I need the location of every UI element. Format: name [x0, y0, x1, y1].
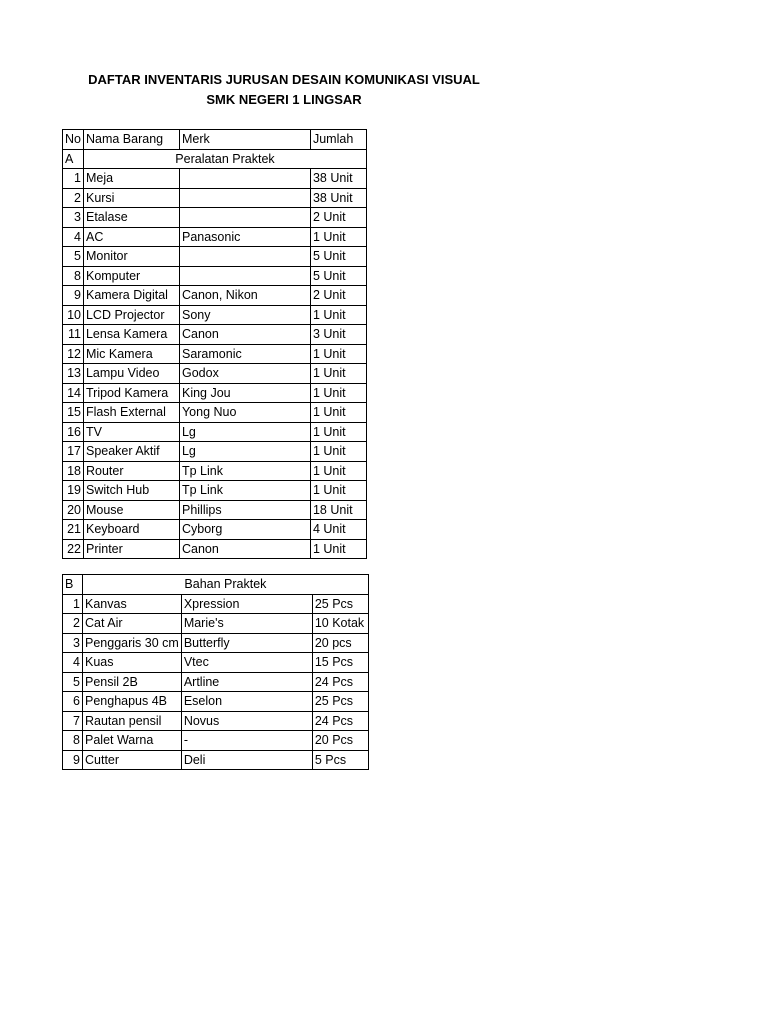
cell-no: 14: [63, 383, 84, 403]
cell-merk: Deli: [181, 750, 312, 770]
table-row: [63, 305, 367, 325]
inventory-table-peralatan-body: [63, 130, 367, 559]
table-row: [63, 383, 367, 403]
inventory-table-bahan-body: [63, 575, 369, 770]
header-merk: Merk: [179, 130, 310, 150]
table-row: [63, 227, 367, 247]
section-code: B: [63, 575, 83, 595]
cell-nama-barang: Router: [83, 461, 179, 481]
cell-jumlah: 15 Pcs: [312, 653, 368, 673]
cell-no: 7: [63, 711, 83, 731]
cell-no: 6: [63, 692, 83, 712]
cell-jumlah: 24 Pcs: [312, 711, 368, 731]
cell-jumlah: 1 Unit: [310, 383, 366, 403]
cell-jumlah: 1 Unit: [310, 442, 366, 462]
cell-jumlah: 2 Unit: [310, 286, 366, 306]
cell-jumlah: 1 Unit: [310, 305, 366, 325]
table-row: [63, 692, 369, 712]
section-row-b: [63, 575, 369, 595]
cell-merk: Cyborg: [179, 520, 310, 540]
section-title: Bahan Praktek: [83, 575, 369, 595]
cell-merk: Phillips: [179, 500, 310, 520]
cell-nama-barang: Palet Warna: [83, 731, 182, 751]
section-title: Peralatan Praktek: [83, 149, 366, 169]
inventory-table-peralatan: [62, 129, 367, 559]
cell-no: 11: [63, 325, 84, 345]
cell-jumlah: 1 Unit: [310, 461, 366, 481]
cell-jumlah: 4 Unit: [310, 520, 366, 540]
cell-nama-barang: Monitor: [83, 247, 179, 267]
cell-nama-barang: Speaker Aktif: [83, 442, 179, 462]
cell-jumlah: 2 Unit: [310, 208, 366, 228]
cell-merk: Butterfly: [181, 633, 312, 653]
cell-no: 3: [63, 208, 84, 228]
cell-no: 19: [63, 481, 84, 501]
cell-merk: Xpression: [181, 594, 312, 614]
cell-nama-barang: Kursi: [83, 188, 179, 208]
cell-jumlah: 5 Pcs: [312, 750, 368, 770]
document-subtitle: SMK NEGERI 1 LINGSAR: [206, 92, 362, 107]
cell-no: 5: [63, 672, 83, 692]
cell-nama-barang: Rautan pensil: [83, 711, 182, 731]
cell-no: 10: [63, 305, 84, 325]
table-row: [63, 325, 367, 345]
cell-nama-barang: Tripod Kamera: [83, 383, 179, 403]
cell-no: 1: [63, 169, 84, 189]
table-row: [63, 403, 367, 423]
table-row: [63, 461, 367, 481]
cell-no: 9: [63, 750, 83, 770]
cell-merk: Novus: [181, 711, 312, 731]
cell-jumlah: 5 Unit: [310, 266, 366, 286]
cell-merk: [179, 188, 310, 208]
cell-merk: Tp Link: [179, 481, 310, 501]
cell-merk: [179, 169, 310, 189]
table-row: [63, 442, 367, 462]
cell-nama-barang: Keyboard: [83, 520, 179, 540]
cell-no: 5: [63, 247, 84, 267]
header-nama-barang: Nama Barang: [83, 130, 179, 150]
cell-nama-barang: Meja: [83, 169, 179, 189]
cell-no: 16: [63, 422, 84, 442]
cell-merk: Vtec: [181, 653, 312, 673]
cell-jumlah: 38 Unit: [310, 188, 366, 208]
cell-nama-barang: Penghapus 4B: [83, 692, 182, 712]
cell-no: 22: [63, 539, 84, 559]
cell-no: 4: [63, 653, 83, 673]
cell-jumlah: 20 pcs: [312, 633, 368, 653]
cell-no: 18: [63, 461, 84, 481]
cell-no: 15: [63, 403, 84, 423]
cell-merk: Canon, Nikon: [179, 286, 310, 306]
cell-nama-barang: Flash External: [83, 403, 179, 423]
cell-nama-barang: Kuas: [83, 653, 182, 673]
cell-jumlah: 3 Unit: [310, 325, 366, 345]
cell-no: 2: [63, 188, 84, 208]
cell-nama-barang: Kanvas: [83, 594, 182, 614]
cell-no: 3: [63, 633, 83, 653]
cell-merk: Tp Link: [179, 461, 310, 481]
cell-merk: Lg: [179, 442, 310, 462]
cell-nama-barang: Cat Air: [83, 614, 182, 634]
cell-merk: King Jou: [179, 383, 310, 403]
table-row: [63, 520, 367, 540]
cell-merk: Canon: [179, 539, 310, 559]
cell-merk: Marie's: [181, 614, 312, 634]
table-header-row: [63, 130, 367, 150]
table-row: [63, 594, 369, 614]
cell-merk: Godox: [179, 364, 310, 384]
table-row: [63, 266, 367, 286]
cell-no: 9: [63, 286, 84, 306]
table-row: [63, 422, 367, 442]
cell-jumlah: 1 Unit: [310, 481, 366, 501]
cell-merk: Eselon: [181, 692, 312, 712]
cell-nama-barang: Mic Kamera: [83, 344, 179, 364]
table-row: [63, 750, 369, 770]
cell-nama-barang: Lampu Video: [83, 364, 179, 384]
document-title: DAFTAR INVENTARIS JURUSAN DESAIN KOMUNIKASI VISUAL: [88, 72, 480, 87]
cell-no: 20: [63, 500, 84, 520]
cell-no: 21: [63, 520, 84, 540]
table-row: [63, 286, 367, 306]
table-row: [63, 614, 369, 634]
cell-merk: Panasonic: [179, 227, 310, 247]
cell-jumlah: 5 Unit: [310, 247, 366, 267]
cell-jumlah: 18 Unit: [310, 500, 366, 520]
header-jumlah: Jumlah: [310, 130, 366, 150]
cell-merk: [179, 208, 310, 228]
cell-merk: [179, 266, 310, 286]
cell-jumlah: 1 Unit: [310, 403, 366, 423]
cell-nama-barang: Cutter: [83, 750, 182, 770]
cell-jumlah: 25 Pcs: [312, 594, 368, 614]
table-row: [63, 500, 367, 520]
cell-nama-barang: Etalase: [83, 208, 179, 228]
cell-nama-barang: AC: [83, 227, 179, 247]
cell-jumlah: 1 Unit: [310, 227, 366, 247]
table-row: [63, 711, 369, 731]
cell-no: 1: [63, 594, 83, 614]
cell-merk: Sony: [179, 305, 310, 325]
cell-nama-barang: Mouse: [83, 500, 179, 520]
cell-nama-barang: Printer: [83, 539, 179, 559]
cell-no: 2: [63, 614, 83, 634]
cell-no: 8: [63, 266, 84, 286]
cell-merk: -: [181, 731, 312, 751]
table-row: [63, 169, 367, 189]
cell-jumlah: 24 Pcs: [312, 672, 368, 692]
cell-nama-barang: TV: [83, 422, 179, 442]
cell-nama-barang: Lensa Kamera: [83, 325, 179, 345]
cell-nama-barang: LCD Projector: [83, 305, 179, 325]
cell-jumlah: 1 Unit: [310, 539, 366, 559]
cell-no: 17: [63, 442, 84, 462]
cell-nama-barang: Komputer: [83, 266, 179, 286]
cell-merk: Yong Nuo: [179, 403, 310, 423]
cell-no: 12: [63, 344, 84, 364]
cell-merk: Lg: [179, 422, 310, 442]
table-row: [63, 247, 367, 267]
table-row: [63, 344, 367, 364]
cell-jumlah: 1 Unit: [310, 344, 366, 364]
cell-jumlah: 20 Pcs: [312, 731, 368, 751]
cell-jumlah: 1 Unit: [310, 364, 366, 384]
cell-merk: Saramonic: [179, 344, 310, 364]
table-row: [63, 539, 367, 559]
cell-no: 8: [63, 731, 83, 751]
cell-jumlah: 1 Unit: [310, 422, 366, 442]
inventory-table-bahan: [62, 574, 369, 770]
table-row: [63, 731, 369, 751]
header-no: No: [63, 130, 84, 150]
table-row: [63, 633, 369, 653]
cell-jumlah: 10 Kotak: [312, 614, 368, 634]
cell-no: 4: [63, 227, 84, 247]
cell-jumlah: 25 Pcs: [312, 692, 368, 712]
table-row: [63, 481, 367, 501]
table-row: [63, 364, 367, 384]
cell-merk: Artline: [181, 672, 312, 692]
cell-merk: Canon: [179, 325, 310, 345]
table-row: [63, 188, 367, 208]
table-row: [63, 208, 367, 228]
section-row-a: [63, 149, 367, 169]
cell-nama-barang: Kamera Digital: [83, 286, 179, 306]
cell-jumlah: 38 Unit: [310, 169, 366, 189]
cell-merk: [179, 247, 310, 267]
cell-nama-barang: Switch Hub: [83, 481, 179, 501]
cell-nama-barang: Penggaris 30 cm: [83, 633, 182, 653]
table-row: [63, 672, 369, 692]
cell-no: 13: [63, 364, 84, 384]
section-code: A: [63, 149, 84, 169]
table-row: [63, 653, 369, 673]
cell-nama-barang: Pensil 2B: [83, 672, 182, 692]
